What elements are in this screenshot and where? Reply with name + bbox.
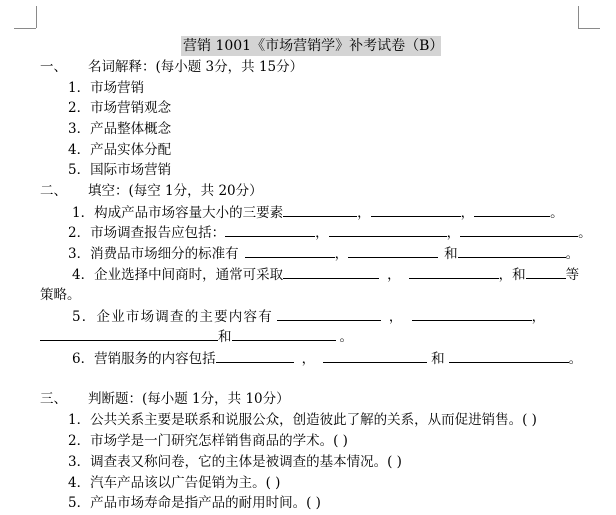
question-text: 1．构成产品市场容量大小的三要素 [72,205,284,221]
separator: 和 [218,329,232,345]
question-continuation [40,328,353,346]
list-item: 4．汽车产品该以广告促销为主。( ) [68,475,281,491]
fill-question [72,204,564,222]
section-2-heading [40,182,263,200]
answer-blank[interactable] [526,266,566,279]
answer-blank[interactable] [409,266,499,279]
answer-blank[interactable] [371,204,461,217]
separator: 。 [550,205,564,221]
separator: ， [460,205,475,221]
list-item: 4．产品实体分配 [68,142,172,158]
separator: ， [446,225,461,241]
section-title: 名词解释：(每小题 3分，共 15分） [88,59,304,75]
section-1-heading [40,58,303,76]
answer-blank[interactable] [460,224,578,237]
list-item: 5．国际市场营销 [68,162,172,178]
answer-blank[interactable] [225,224,315,237]
separator: ， [387,267,401,283]
section-3-heading [40,390,290,408]
list-item: 3．调查表又称问卷，它的主体是被调查的基本情况。( ) [68,454,402,470]
separator: 等 [565,267,580,283]
list-item: 5．产品市场寿命是指产品的耐用时间。( ) [68,495,321,511]
list-item: 3．产品整体概念 [68,121,172,137]
corner-mark-top-left [36,6,37,28]
separator: ， [531,309,547,325]
answer-blank[interactable] [348,245,438,258]
answer-blank[interactable] [245,245,335,258]
separator: 。 [339,329,353,345]
fill-question [72,308,546,326]
separator: ， [301,351,316,367]
answer-blank[interactable] [40,328,218,341]
separator: 。 [578,225,592,241]
answer-blank[interactable] [329,224,447,237]
answer-blank[interactable] [412,308,532,321]
answer-blank[interactable] [458,245,566,258]
list-item: 1．市场营销 [68,80,145,96]
answer-blank[interactable] [216,350,294,363]
question-text: 6．营销服务的内容包括 [72,351,216,367]
separator: ，和 [498,267,526,283]
separator: 和 [431,351,445,367]
question-text: 4．企业选择中间商时，通常可采取 [72,267,284,283]
fill-question [68,245,579,263]
separator: ， [334,246,349,262]
section-number: 三、 [40,391,67,407]
question-continuation: 策略。 [40,287,81,303]
answer-blank[interactable] [232,328,336,341]
corner-mark-top-right [578,28,600,29]
list-item: 2．市场学是一门研究怎样销售商品的学术。( ) [68,433,348,449]
corner-mark-top-right [578,6,579,28]
section-number: 一、 [40,59,67,75]
answer-blank[interactable] [449,350,569,363]
question-text: 2．市场调查报告应包括： [68,225,226,241]
separator: ， [357,205,371,221]
section-number: 二、 [40,183,67,199]
separator: 和 [444,246,458,262]
corner-mark-top-left [14,28,36,29]
section-title: 判断题：(每小题 1分，共 10分） [88,391,290,407]
fill-question [72,350,582,368]
answer-blank[interactable] [283,266,379,279]
answer-blank[interactable] [474,204,550,217]
separator: ， [315,225,329,241]
fill-question [72,266,579,284]
list-item: 1．公共关系主要是联系和说服公众，创造彼此了解的关系，从而促进销售。( ) [68,412,537,428]
answer-blank[interactable] [323,350,427,363]
separator: 。 [568,351,583,367]
separator: ， [388,309,404,325]
exam-title: 营销 1001《市场营销学》补考试卷（B） [183,38,444,54]
fill-question [68,224,592,242]
question-text: 3．消费品市场细分的标准有 [68,246,239,262]
list-item: 2．市场营销观念 [68,100,172,116]
question-text: 5．企业市场调查的主要内容有 [72,309,273,325]
answer-blank[interactable] [283,204,357,217]
section-title: 填空：(每空 1分，共 20分） [88,183,263,199]
separator: 。 [565,246,580,262]
answer-blank[interactable] [277,308,381,321]
